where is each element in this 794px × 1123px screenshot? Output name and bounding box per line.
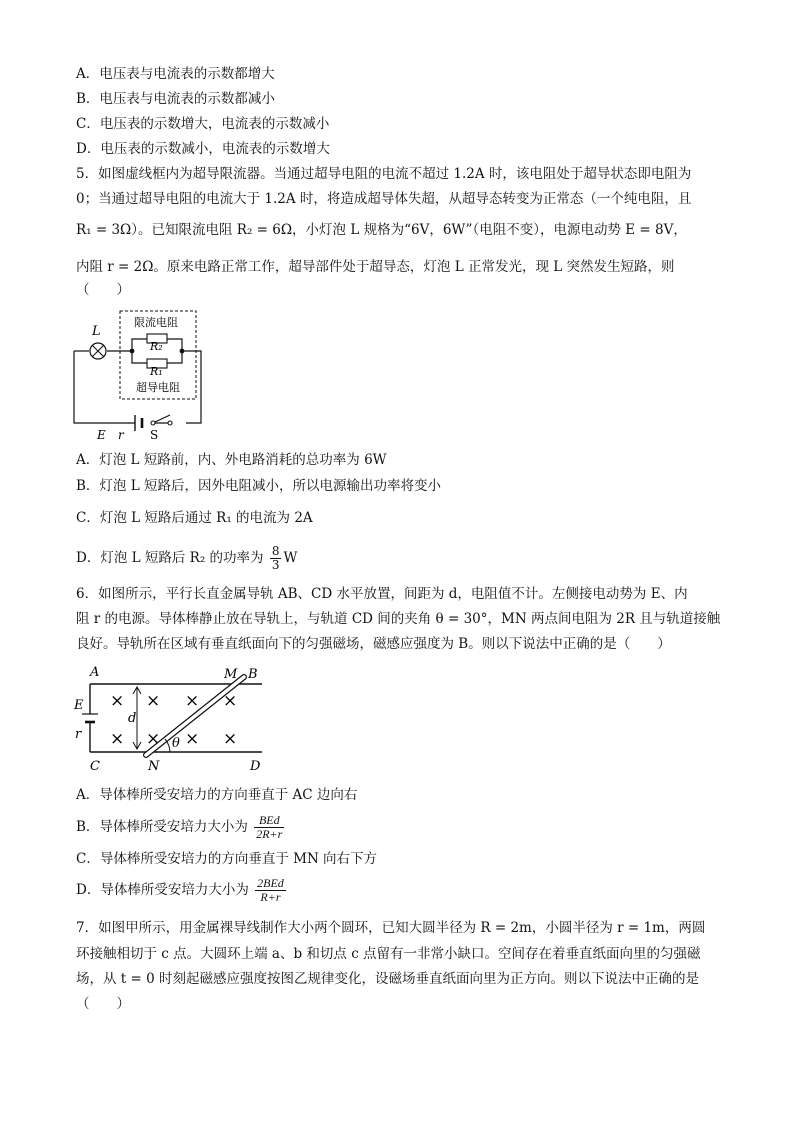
q6-option-d-denominator: R+r (260, 890, 281, 904)
field-cross-5: × (110, 729, 125, 749)
q5-stem-line1: 5．如图虚线框内为超导限流器。当通过超导电阻的电流不超过 1.2A 时，该电阻处于超导状态即电阻为 (76, 166, 692, 182)
field-cross-3: × (185, 691, 200, 711)
fig6-label-theta: θ (172, 736, 180, 751)
q7-stem-line3: 场，从 t = 0 时刻起磁感应强度按图乙规律变化，设磁场垂直纸面向里为正方向。则以下说法中正确的是 (76, 971, 699, 987)
field-cross-6: × (146, 729, 161, 749)
q4-option-b: B．电压表与电流表的示数都减小 (76, 91, 275, 107)
q6-stem-line2: 阻 r 的电源。导体棒静止放在导轨上，与轨道 CD 间的夹角 θ = 30°，MN 两点间电阻为 2R 且与轨道接触 (76, 611, 721, 627)
q5-option-c: C．灯泡 L 短路后通过 R₁ 的电流为 2A (76, 510, 313, 526)
field-cross-1: × (110, 691, 125, 711)
fig5-label-super: 超导电阻 (136, 381, 180, 394)
q6-option-a: A．导体棒所受安培力的方向垂直于 AC 边向右 (76, 787, 358, 803)
field-cross-2: × (146, 691, 161, 711)
q6-option-b-denominator: 2R+r (256, 827, 283, 841)
fig5-label-r1: R₁ (150, 365, 163, 378)
field-cross-8: × (223, 729, 238, 749)
q6-stem-line1: 6．如图所示，平行长直金属导轨 AB、CD 水平放置，间距为 d，电阻值不计。左侧接电动势为 E、内 (76, 586, 688, 602)
fig6-label-n: N (148, 759, 160, 774)
q4-option-a: A．电压表与电流表的示数都增大 (76, 66, 275, 82)
fig6-label-m: M (224, 667, 238, 682)
q6-option-d (76, 874, 288, 906)
fig5-label-r2: R₂ (150, 340, 163, 353)
fig6-label-c: C (90, 759, 100, 774)
q6-option-d-fraction (255, 877, 286, 904)
q5-stem-line2: 0；当通过超导电阻的电流大于 1.2A 时，将造成超导体失超，从超导态转变为正常态（一个纯电阻，且 (76, 191, 692, 207)
field-cross-7: × (185, 729, 200, 749)
fig5-label-limit: 限流电阻 (134, 316, 178, 329)
fig6-label-dd: D (250, 759, 261, 774)
q6-rails-diagram (72, 662, 272, 774)
q4-option-c: C．电压表的示数增大，电流表的示数减小 (76, 116, 330, 132)
fig6-label-e: E (74, 698, 84, 713)
q5-option-d-prefix: D．灯泡 L 短路后 R₂ 的功率为 (76, 550, 264, 566)
fig6-label-b: B (248, 667, 258, 682)
fig5-label-r: r (118, 428, 124, 442)
q6-option-c: C．导体棒所受安培力的方向垂直于 MN 向右下方 (76, 851, 378, 867)
fig6-label-r: r (75, 727, 82, 742)
q5-stem-line3: R₁ = 3Ω）。已知限流电阻 R₂ = 6Ω，小灯泡 L 规格为“6V，6W”（电阻不变），电源电动势 E = 8V， (76, 222, 687, 238)
q5-option-b: B．灯泡 L 短路后，因外电阻减小，所以电源输出功率将变小 (76, 478, 441, 494)
q5-option-d-numerator: 8 (271, 544, 280, 558)
fig5-label-s: S (150, 428, 159, 442)
q5-option-d (76, 544, 297, 572)
q7-stem-line4: （ ） (76, 996, 130, 1012)
q6-option-b-fraction (254, 814, 284, 841)
q4-option-d: D．电压表的示数减小，电流表的示数增大 (76, 141, 330, 157)
fig5-label-l: L (92, 324, 101, 339)
q6-option-d-numerator: 2BEd (257, 876, 284, 890)
fig6-label-d: d (128, 711, 137, 726)
q5-option-d-unit: W (283, 550, 298, 566)
q7-stem-line1: 7．如图甲所示，用金属裸导线制作大小两个圆环，已知大圆半径为 R = 2m，小圆半径为 r = 1m，两圆 (76, 920, 706, 936)
q6-stem-line3: 良好。导轨所在区域有垂直纸面向下的匀强磁场，磁感应强度为 B。则以下说法中正确的是（ ） (76, 636, 671, 652)
q5-option-d-denominator: 3 (271, 558, 280, 572)
field-cross-4: × (223, 691, 238, 711)
q5-circuit-diagram (70, 305, 210, 443)
q6-option-b-numerator: BEd (254, 814, 284, 828)
q7-stem-line2: 环接触相切于 c 点。大圆环上端 a、b 和切点 c 点留有一非常小缺口。空间存在着垂直纸面向里的匀强磁 (76, 946, 701, 962)
fig6-label-a: A (90, 665, 100, 680)
q5-option-d-fraction (270, 545, 282, 572)
q5-option-a: A．灯泡 L 短路前，内、外电路消耗的总功率为 6W (76, 452, 387, 468)
q6-option-b (76, 811, 286, 843)
q5-stem-line5: （ ） (76, 282, 130, 298)
q6-option-d-prefix: D．导体棒所受安培力大小为 (76, 882, 249, 898)
q5-stem-line4: 内阻 r = 2Ω。原来电路正常工作，超导部件处于超导态，灯泡 L 正常发光，现 L 突然发生短路，则 (76, 259, 675, 275)
fig5-label-e: E (97, 428, 106, 442)
q6-option-b-prefix: B．导体棒所受安培力大小为 (76, 819, 248, 835)
